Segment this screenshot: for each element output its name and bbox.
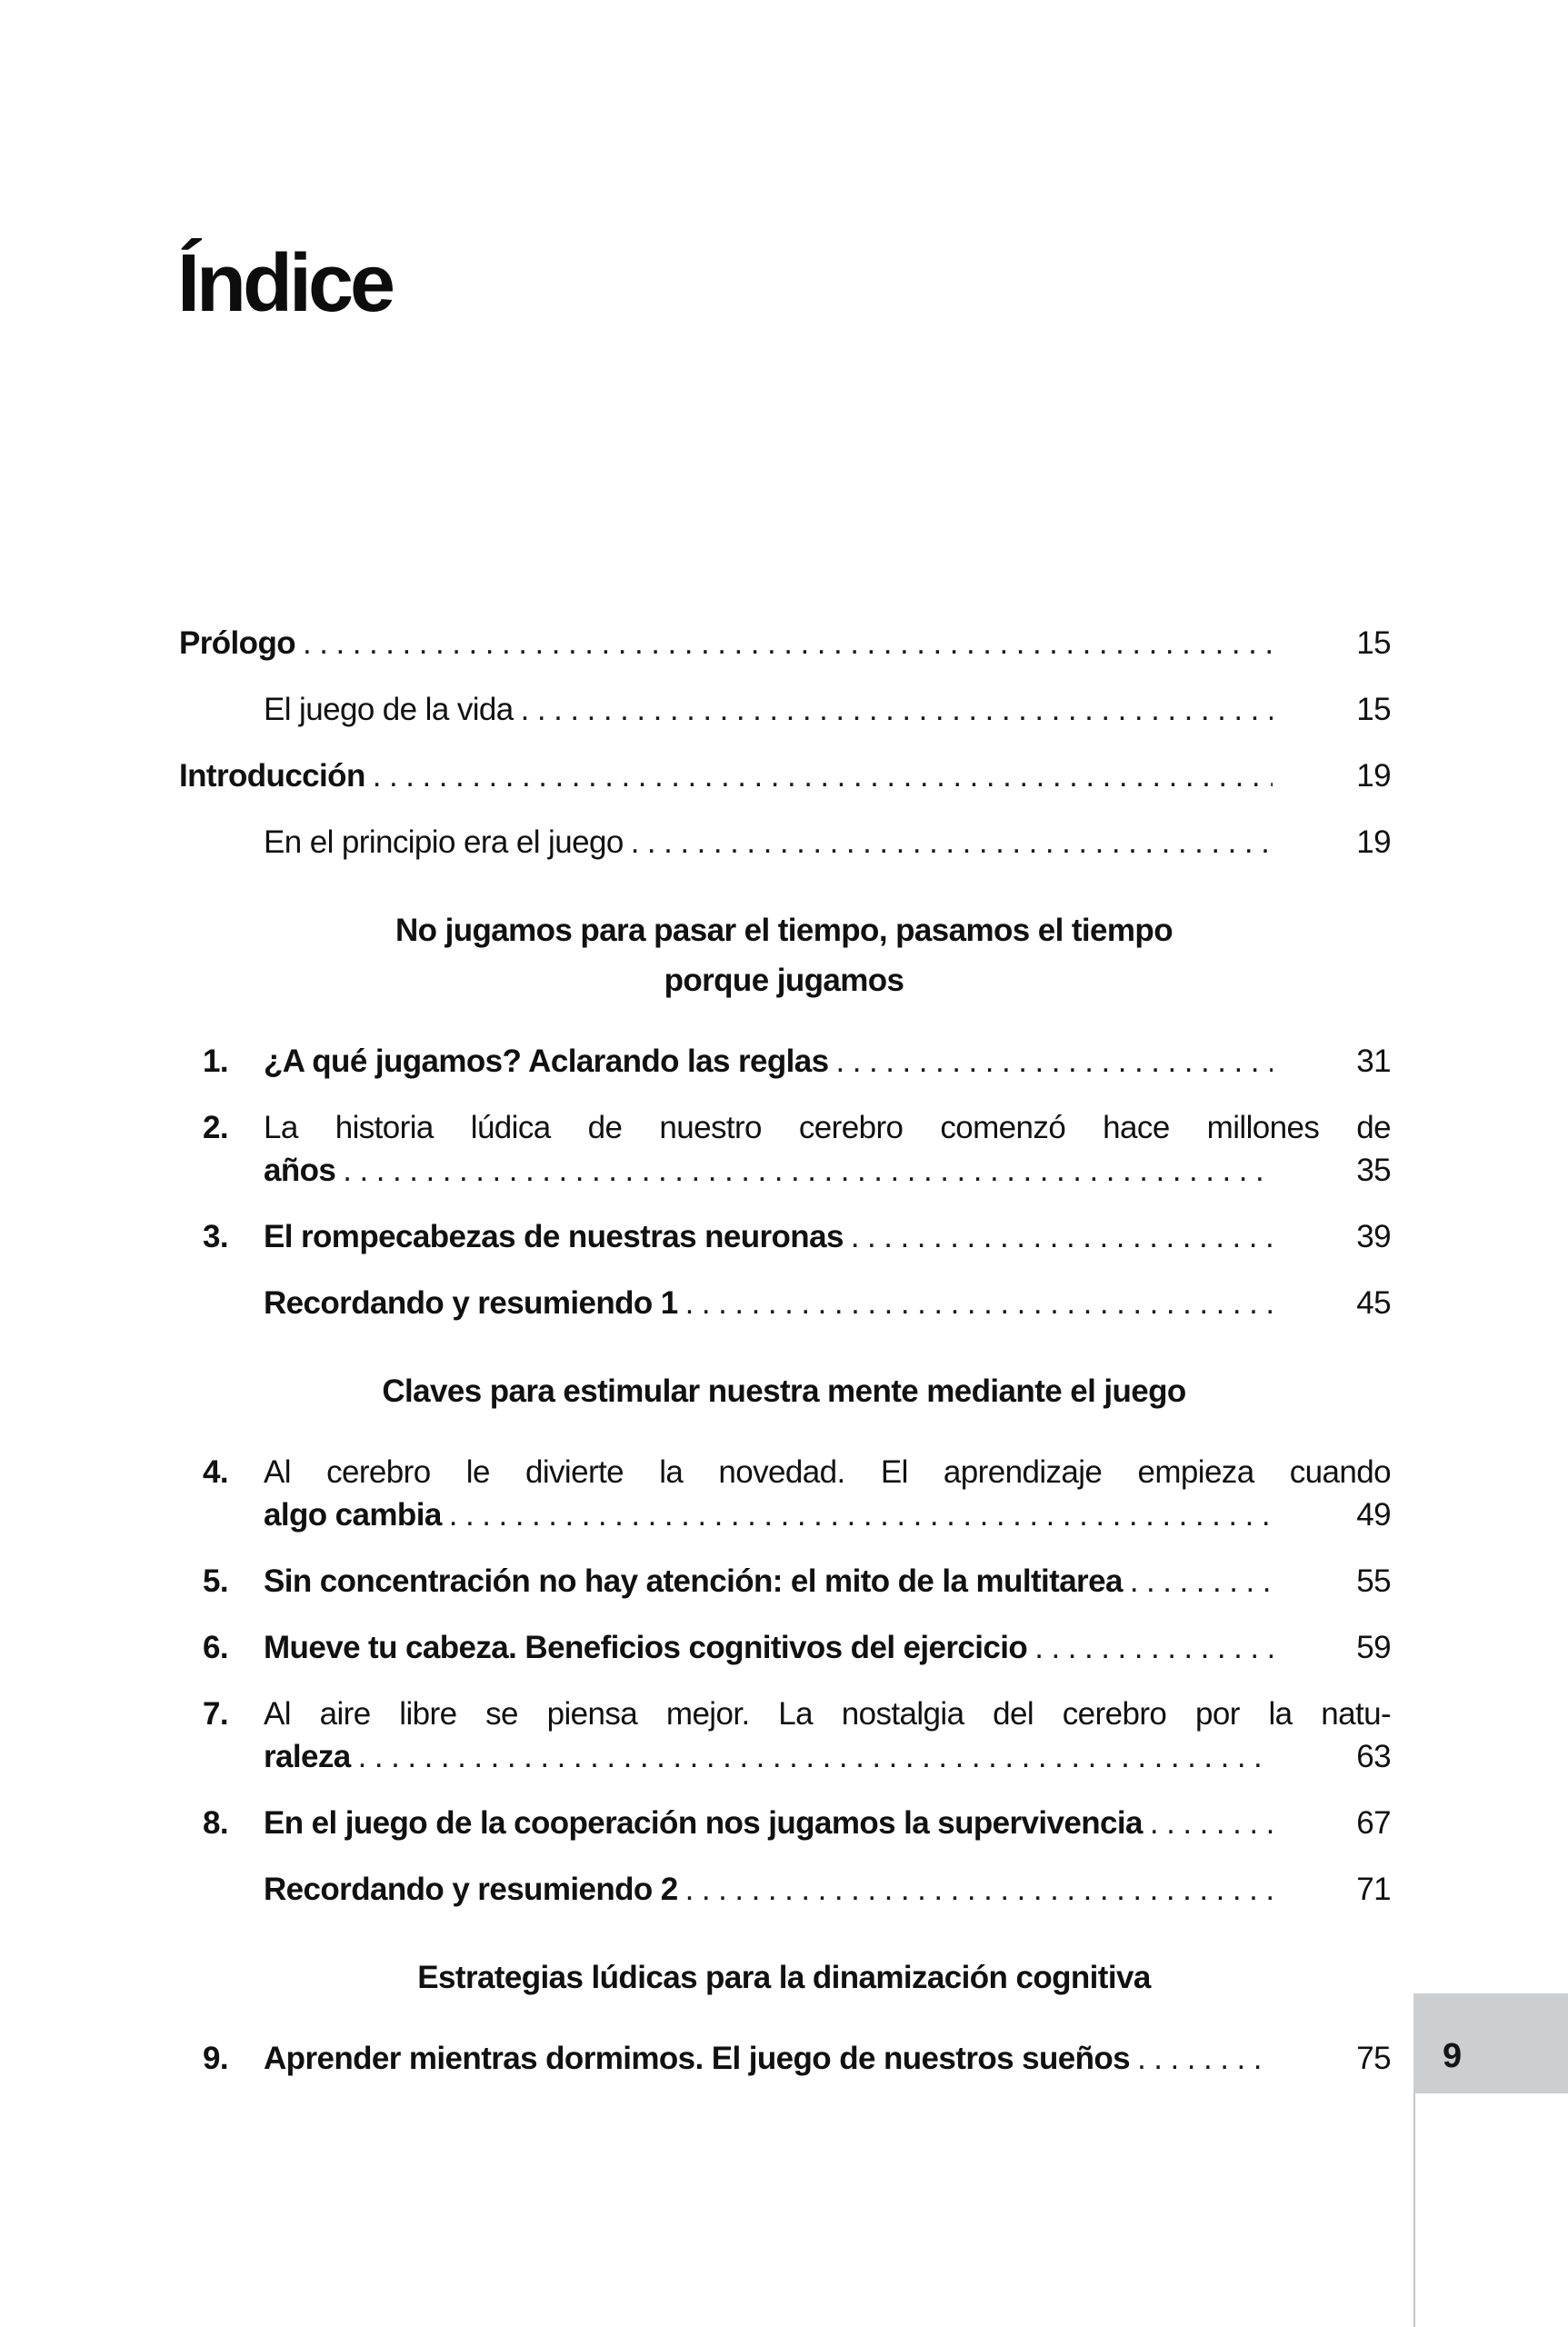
toc-entry [177, 688, 1391, 731]
entry-text: En el juego de la cooperación nos jugamos la supervivencia [264, 1805, 1143, 1841]
dot-leader [373, 754, 1273, 797]
toc-entry [177, 1040, 1391, 1083]
page-number-badge-label: 9 [1443, 2037, 1463, 2075]
entry-number: 9. [203, 2041, 228, 2076]
toc-entry-line [264, 1735, 1391, 1778]
toc-entry-line [179, 622, 1391, 664]
toc-entry [177, 1868, 1391, 1911]
toc-entry [177, 1215, 1391, 1258]
toc-entry [177, 1106, 1391, 1192]
entry-page-number: 49 [1356, 1497, 1391, 1533]
toc-entry [177, 2037, 1391, 2080]
dot-leader [851, 1215, 1273, 1258]
toc-entry-line [264, 1149, 1391, 1192]
entry-text: años [264, 1153, 336, 1188]
toc-list [177, 622, 1391, 2080]
dot-leader [1130, 1560, 1273, 1603]
toc-entry [177, 1451, 1391, 1536]
section-heading [177, 905, 1391, 1005]
entry-page-number: 45 [1356, 1285, 1391, 1321]
page-title: Índice [177, 238, 393, 329]
entry-number: 4. [203, 1454, 228, 1490]
entry-page-number: 19 [1356, 824, 1391, 860]
toc-entry-line [264, 1282, 1391, 1324]
entry-page-number: 67 [1356, 1805, 1391, 1841]
entry-number: 3. [203, 1219, 228, 1254]
toc-entry-line [264, 1106, 1391, 1149]
toc-entry-line [264, 1868, 1391, 1911]
toc-entry-line [264, 1215, 1391, 1258]
toc-entry-line [264, 821, 1391, 864]
toc-entry-line [264, 1493, 1391, 1536]
section-heading [177, 1952, 1391, 2002]
entry-text: El juego de la vida [264, 692, 514, 727]
toc-entry [177, 821, 1391, 864]
section-heading [177, 1366, 1391, 1416]
entry-page-number: 55 [1356, 1563, 1391, 1599]
entry-number: 7. [203, 1696, 228, 1732]
entry-page-number: 19 [1356, 758, 1391, 794]
entry-page-number: 39 [1356, 1219, 1391, 1254]
entry-page-number: 15 [1356, 692, 1391, 727]
dot-leader [685, 1868, 1273, 1911]
dot-leader [836, 1040, 1273, 1083]
dot-leader [303, 622, 1273, 664]
toc-entry [177, 1802, 1391, 1844]
entry-text: Recordando y resumiendo 2 [264, 1872, 678, 1907]
section-heading-line: Claves para estimular nuestra mente mediante el juego [382, 1373, 1186, 1409]
entry-text: Aprender mientras dormimos. El juego de nuestros sueños [264, 2041, 1131, 2076]
entry-text: raleza [264, 1739, 351, 1774]
dot-leader [449, 1493, 1273, 1536]
entry-text: Al cerebro le divierte la novedad. El aprendizaje empieza cuando [264, 1454, 1391, 1490]
entry-text: Introducción [179, 758, 365, 794]
toc-entry [177, 754, 1391, 797]
entry-page-number: 59 [1356, 1630, 1391, 1665]
dot-leader [631, 821, 1273, 864]
entry-text: La historia lúdica de nuestro cerebro comenzó hace millones de [264, 1110, 1391, 1145]
page-content [177, 0, 1391, 2080]
toc-entry [177, 1626, 1391, 1669]
section-heading-line: No jugamos para pasar el tiempo, pasamos el tiempo [395, 913, 1173, 948]
toc-entry-line [264, 688, 1391, 731]
toc-entry-line [264, 1451, 1391, 1493]
entry-number: 6. [203, 1630, 228, 1665]
toc-entry-line [264, 1560, 1391, 1603]
entry-text: En el principio era el juego [264, 824, 624, 860]
entry-number: 5. [203, 1563, 228, 1599]
entry-number: 2. [203, 1110, 228, 1145]
dot-leader [1150, 1802, 1273, 1844]
toc-entry-line [264, 2037, 1391, 2080]
entry-text: Recordando y resumiendo 1 [264, 1285, 678, 1321]
entry-page-number: 15 [1356, 625, 1391, 661]
entry-page-number: 75 [1356, 2041, 1391, 2076]
page-number-badge [1413, 1993, 1568, 2093]
entry-number: 8. [203, 1805, 228, 1841]
entry-page-number: 31 [1356, 1044, 1391, 1079]
toc-entry-line [264, 1802, 1391, 1844]
dot-leader [685, 1282, 1273, 1324]
entry-text: ¿A qué jugamos? Aclarando las reglas [264, 1044, 829, 1079]
toc-entry-line [264, 1040, 1391, 1083]
section-heading-line: Estrategias lúdicas para la dinamización cognitiva [417, 1960, 1151, 1995]
toc-entry-line [179, 754, 1391, 797]
entry-text: Prólogo [179, 625, 296, 661]
toc-entry-line [264, 1693, 1391, 1735]
toc-entry-line [264, 1626, 1391, 1669]
entry-page-number: 35 [1356, 1153, 1391, 1188]
entry-number: 1. [203, 1044, 228, 1079]
dot-leader [1137, 2037, 1273, 2080]
toc-entry [177, 1693, 1391, 1778]
entry-text: Mueve tu cabeza. Beneficios cognitivos del ejercicio [264, 1630, 1028, 1665]
dot-leader [521, 688, 1273, 731]
section-heading-line: porque jugamos [664, 963, 904, 998]
entry-page-number: 63 [1356, 1739, 1391, 1774]
entry-text: El rompecabezas de nuestras neuronas [264, 1219, 844, 1254]
dot-leader [343, 1149, 1273, 1192]
entry-text: Al aire libre se piensa mejor. La nostalgia del cerebro por la natu- [264, 1696, 1391, 1732]
dot-leader [358, 1735, 1273, 1778]
entry-text: algo cambia [264, 1497, 442, 1533]
toc-entry [177, 622, 1391, 664]
toc-entry [177, 1282, 1391, 1324]
entry-page-number: 71 [1356, 1872, 1391, 1907]
toc-entry [177, 1560, 1391, 1603]
entry-text: Sin concentración no hay atención: el mito de la multitarea [264, 1563, 1123, 1599]
dot-leader [1034, 1626, 1273, 1669]
page-edge-rule [1413, 2093, 1415, 2327]
